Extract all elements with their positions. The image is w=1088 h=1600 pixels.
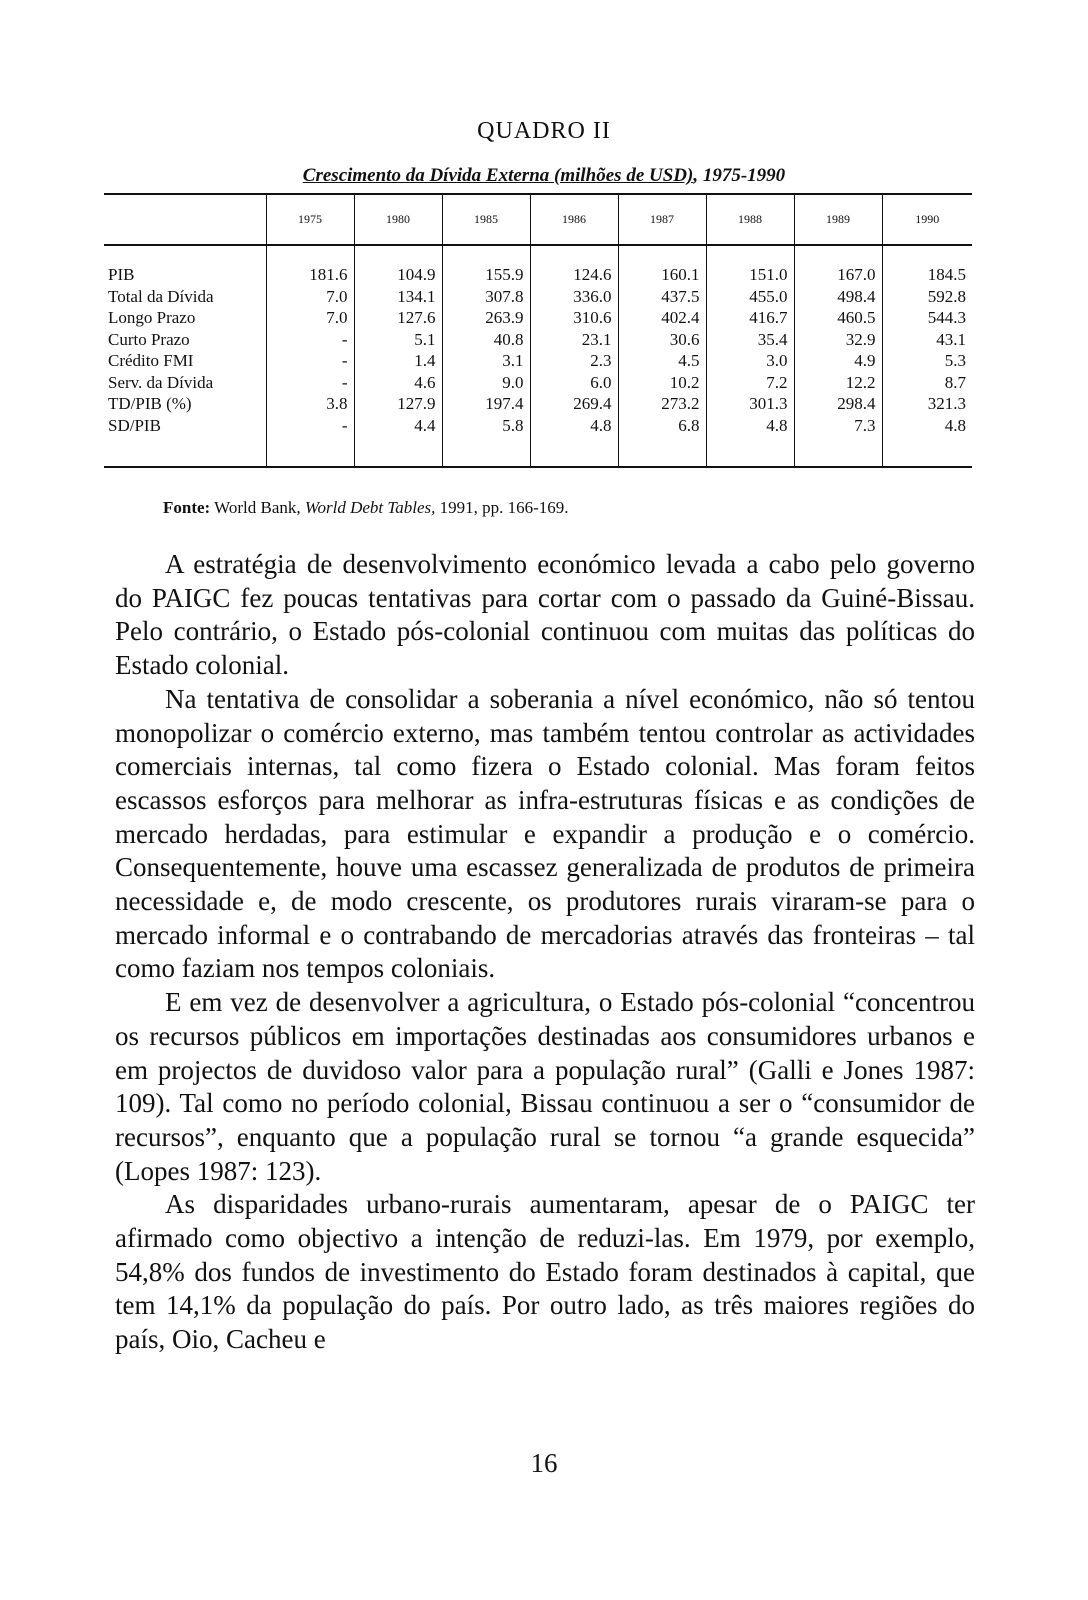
table-cell: 43.1 (936, 329, 966, 349)
table-cell: 269.4 (530, 393, 618, 415)
table-row (104, 415, 972, 468)
table-cell: 124.6 (530, 264, 618, 286)
table-cell: 460.5 (794, 307, 882, 329)
debt-table (104, 193, 972, 468)
page-number: 16 (530, 1448, 558, 1478)
table-cell: 7.3 (794, 415, 882, 468)
table-row (104, 329, 972, 351)
table-cell: 4.8 (706, 415, 794, 468)
table-cell: 7.2 (706, 372, 794, 394)
table-cell: 336.0 (530, 286, 618, 308)
table-cell: 3.1 (442, 350, 530, 372)
paragraph: A estratégia de desenvolvimento económico levada a cabo pelo governo do PAIGC fez poucas tentativas para cortar com o passado da Guiné-Bissau. Pelo contrário, o Estado pós-colonial continuou com muitas das políticas do Estado colonial. (115, 549, 975, 681)
table-cell: 151.0 (706, 264, 794, 286)
table-cell: 4.8 (530, 415, 618, 468)
table-cell: 197.4 (442, 393, 530, 415)
table-cell: 184.5 (927, 265, 966, 284)
table-cell: 30.6 (618, 329, 706, 351)
source-note (163, 498, 569, 518)
table-cell: 1.4 (354, 350, 442, 372)
table-cell: 32.9 (794, 329, 882, 351)
table-spacer-row (104, 245, 972, 264)
column-header: 1980 (354, 194, 442, 245)
table-cell: 263.9 (442, 307, 530, 329)
row-label: SD/PIB (104, 415, 266, 468)
table-cell: - (266, 329, 354, 351)
table-cell: 4.4 (354, 415, 442, 468)
table-caption-years: , 1975-1990 (693, 165, 786, 186)
table-cell: 273.2 (618, 393, 706, 415)
table-cell: 40.8 (442, 329, 530, 351)
column-header: 1989 (794, 194, 882, 245)
table-cell: 35.4 (706, 329, 794, 351)
table-cell: 4.8 (882, 415, 972, 468)
table-cell: 181.6 (266, 264, 354, 286)
table-row (104, 307, 972, 329)
table-cell: 455.0 (706, 286, 794, 308)
page-title: QUADRO II (477, 118, 611, 144)
table-cell: 134.1 (354, 286, 442, 308)
paragraph: As disparidades urbano-rurais aumentaram, apesar de o PAIGC ter afirmado como objectivo a intenção de reduzi-las. Em 1979, por exemplo, 54,8% dos fundos de investimento do Estado foram destinados à capital, que tem 14,1% da população do país. Por outro lado, as três maiores regiões do país, Oio, Cacheu e (115, 1189, 975, 1355)
table-body (104, 245, 972, 467)
table-cell: 2.3 (530, 350, 618, 372)
column-header: 1987 (618, 194, 706, 245)
source-pages: 1991, pp. 166-169. (439, 498, 569, 517)
table-cell: 9.0 (442, 372, 530, 394)
table-cell: 4.5 (618, 350, 706, 372)
table-cell: 23.1 (530, 329, 618, 351)
table-cell: 3.8 (266, 393, 354, 415)
table-cell: - (266, 415, 354, 468)
table-cell: 437.5 (618, 286, 706, 308)
table-cell: 6.8 (618, 415, 706, 468)
table-cell: 321.3 (927, 394, 966, 413)
row-label: PIB (104, 264, 266, 286)
row-label: Crédito FMI (104, 350, 266, 372)
table-cell: 167.0 (794, 264, 882, 286)
table-caption (0, 165, 1088, 187)
table-caption-underlined: Crescimento da Dívida Externa (milhões de USD) (302, 165, 694, 186)
column-header: 1988 (706, 194, 794, 245)
table-cell: 104.9 (354, 264, 442, 286)
table-row (104, 393, 972, 415)
table-cell: 127.9 (354, 393, 442, 415)
row-label: Serv. da Dívida (104, 372, 266, 394)
paragraph: Na tentativa de consolidar a soberania a nível económico, não só tentou monopolizar o comércio externo, mas também tentou controlar as actividades comerciais internas, tal como fizera o Estado colonial. Mas foram feitos escassos esforços para melhorar as infra-estruturas físicas e as condições de mercado herdadas, para estimular e expandir a produção e o comércio. Consequentemente, houve uma escassez generalizada de produtos de primeira necessidade e, de modo crescente, os produtores rurais viraram-se para o mercado informal e o contrabando de mercadorias através das fronteiras – tal como faziam nos tempos coloniais. (115, 683, 975, 984)
table-cell: 7.0 (266, 286, 354, 308)
table-cell: 310.6 (530, 307, 618, 329)
source-label: Fonte: (163, 498, 211, 517)
table-cell: 160.1 (618, 264, 706, 286)
table-cell: 8.7 (944, 372, 966, 392)
table-cell: 4.9 (794, 350, 882, 372)
source-title: World Debt Tables, (304, 498, 436, 517)
table-cell: 307.8 (442, 286, 530, 308)
column-header: 1975 (266, 194, 354, 245)
table-cell: 6.0 (530, 372, 618, 394)
paragraph: E em vez de desenvolver a agricultura, o Estado pós-colonial “concentrou os recursos públicos em importações destinadas aos consumidores urbanos e em projectos de duvidoso valor para a população rural” (Galli e Jones 1987: 109). Tal como no período colonial, Bissau continuou a ser o “consumidor de recursos”, enquanto que a população rural se tornou “a grande esquecida” (Lopes 1987: 123). (115, 987, 975, 1186)
column-header: 1990 (882, 194, 972, 245)
table-cell: 498.4 (794, 286, 882, 308)
table-cell: 10.2 (618, 372, 706, 394)
table-cell: 155.9 (442, 264, 530, 286)
table-row (104, 286, 972, 308)
row-label: Total da Dívida (104, 286, 266, 308)
row-label: Longo Prazo (104, 307, 266, 329)
table-cell: 7.0 (266, 307, 354, 329)
table-cell: 592.8 (927, 286, 966, 306)
table-cell: 402.4 (618, 307, 706, 329)
row-label: Curto Prazo (104, 329, 266, 351)
source-org: World Bank, (214, 498, 301, 517)
table-cell: 5.1 (354, 329, 442, 351)
column-header: 1986 (530, 194, 618, 245)
table-cell: 3.0 (706, 350, 794, 372)
column-header (104, 194, 266, 245)
table-cell: 544.3 (927, 308, 966, 327)
table-cell: 127.6 (354, 307, 442, 329)
table-cell: - (266, 372, 354, 394)
table-header-row (104, 194, 972, 245)
table-cell: 416.7 (706, 307, 794, 329)
body-text (115, 548, 975, 1357)
table-row (104, 372, 972, 394)
table-cell: 5.3 (944, 351, 966, 370)
table-row (104, 350, 972, 372)
table-cell: 12.2 (794, 372, 882, 394)
table-cell: 5.8 (442, 415, 530, 468)
table-cell: 301.3 (706, 393, 794, 415)
table-cell: 4.6 (354, 372, 442, 394)
row-label: TD/PIB (%) (104, 393, 266, 415)
table-cell: - (266, 350, 354, 372)
table-cell: 298.4 (794, 393, 882, 415)
column-header: 1985 (442, 194, 530, 245)
table-row (104, 264, 972, 286)
